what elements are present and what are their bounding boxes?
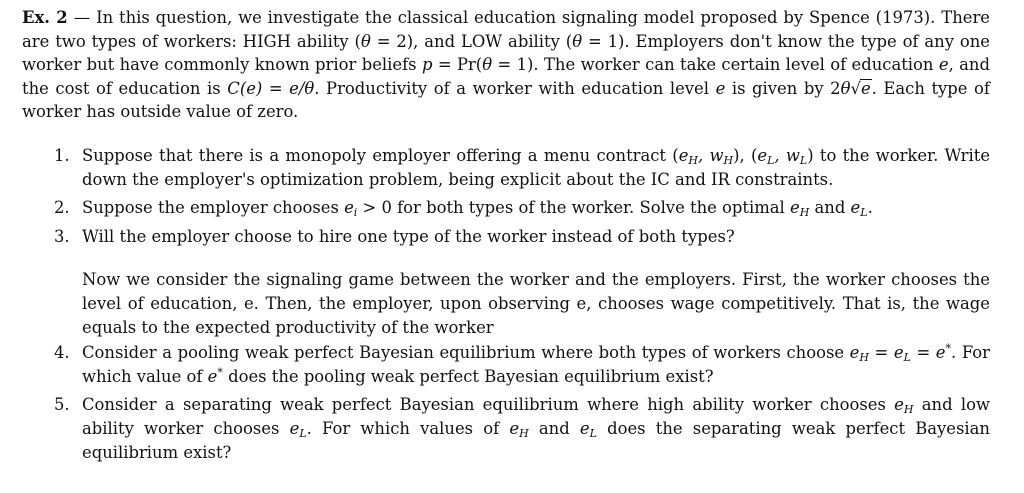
education-variable: e [938, 55, 949, 75]
question-5: 5. Consider a separating weak perfect Bayesian equilibrium where high ability worker chooses $e_H$ and low ability worker chooses $e_L$. For which values of $e_H$ and $e_L$ does the separating weak perfect Bayesian equilibrium exist? [54, 395, 990, 462]
question-text: Suppose the employer chooses [82, 198, 345, 218]
question-text: and [809, 198, 851, 218]
question-text: does the separating weak perfect Bayesian equilibrium exist? [82, 418, 990, 462]
sqrt-e: e [860, 78, 871, 98]
question-text: and [528, 418, 580, 438]
question-text: . For which values of [306, 418, 510, 438]
question-text: Suppose that there is a monopoly employer offering a menu contract ( [82, 145, 679, 165]
prior-equation: = Pr( [432, 55, 483, 75]
prior-end-text: = 1). The worker can take certain level of education [492, 55, 939, 75]
question-number: 4. [54, 343, 70, 363]
cost-function: C [227, 78, 240, 98]
question-text: Consider a pooling weak perfect Bayesian equilibrium where both types of workers choose [82, 343, 850, 363]
outside-value-text: . Each type of worker has outside value of zero. [22, 78, 990, 122]
exercise-label: Ex. 2 [22, 8, 68, 27]
question-text: . [867, 198, 873, 218]
question-list [22, 144, 990, 248]
theta-symbol: θ [572, 31, 583, 51]
question-text: does the pooling weak perfect Bayesian equilibrium exist? [222, 366, 714, 386]
theta-symbol: θ [360, 31, 371, 51]
exercise-intro: Ex. 2 — In this question, we investigate the classical education signaling model proposed by Spence (1973). There are two types of workers: HIGH ability (θ = 2), and LOW ability (θ = 1). Employers don't know the type of any one worker but have commonly known prior beliefs p = Pr(θ = 1). The worker can take certain level of education e, and the cost of education is C(e) = e/θ. Productivity of a worker with education level e is given by 2θ√e. Each type of worker has outside value of zero. [22, 8, 991, 122]
question-text: Consider a separating weak perfect Bayesian equilibrium where high ability worker chooses [82, 395, 895, 415]
question-number: 5. [54, 395, 70, 415]
cost-argument: (e) [239, 78, 263, 98]
question-number: 3. [54, 226, 70, 246]
label-dash: — [73, 8, 91, 27]
high-ability-value: = 2), and LOW ability ( [370, 31, 573, 51]
theta-symbol: θ [482, 55, 493, 75]
question-list-2 [22, 341, 990, 464]
question-number: 1. [54, 145, 70, 165]
question-3 [22, 225, 990, 249]
cost-equation: = e/θ [262, 78, 315, 98]
question-text: ), ( [733, 145, 758, 165]
low-ability-value: = 1). Employers don't know the type of any one worker but have commonly known prior beliefs [22, 31, 991, 75]
productivity-text: . Productivity of a worker with education level [314, 78, 716, 98]
question-text: > 0 for both types of the worker. Solve the optimal [357, 198, 790, 218]
question-text: and low ability worker chooses [82, 395, 990, 438]
theta-symbol: θ [840, 78, 851, 98]
question-number: 2. [54, 198, 70, 218]
worker-types-text: There are two types of workers: HIGH ability ( [22, 8, 990, 51]
question-text: . For which value of [82, 343, 990, 386]
productivity-prefix: is given by 2 [725, 78, 841, 98]
question-text: Will the employer choose to hire one type of the worker instead of both types? [82, 226, 735, 246]
question-text: ) to the worker. Write down the employer's optimization problem, being explicit about the IC and IR constraints. [82, 145, 991, 189]
question-1: 1. Suppose that there is a monopoly employer offering a menu contract ($e_H$, $w_H$), ($e_L$, $w_L$) to the worker. Write down the employer's optimization problem, being explicit about the IC and IR constraints. [54, 145, 991, 189]
education-variable: e [715, 78, 726, 98]
signaling-paragraph: Now we consider the signaling game between the worker and the employers. First, the worker chooses the level of education, e. Then, the employer, upon observing e, chooses wage competitively. That is, the wage equals to the expected productivity of the worker [82, 270, 990, 337]
cost-text: , and the cost of education is [22, 55, 990, 98]
intro-sentence: In this question, we investigate the classical education signaling model proposed by Spence (1973). [96, 8, 936, 27]
question-4: 4. Consider a pooling weak perfect Bayesian equilibrium where both types of workers choose $e_H = e_L = e^*$. For which value of e* does the pooling weak perfect Bayesian equilibrium exist? [54, 342, 990, 386]
question-2: 2. Suppose the employer chooses $e_i > 0$ for both types of the worker. Solve the optimal $e_H$ and $e_L$. [54, 198, 873, 220]
prior-symbol: p [421, 55, 433, 75]
